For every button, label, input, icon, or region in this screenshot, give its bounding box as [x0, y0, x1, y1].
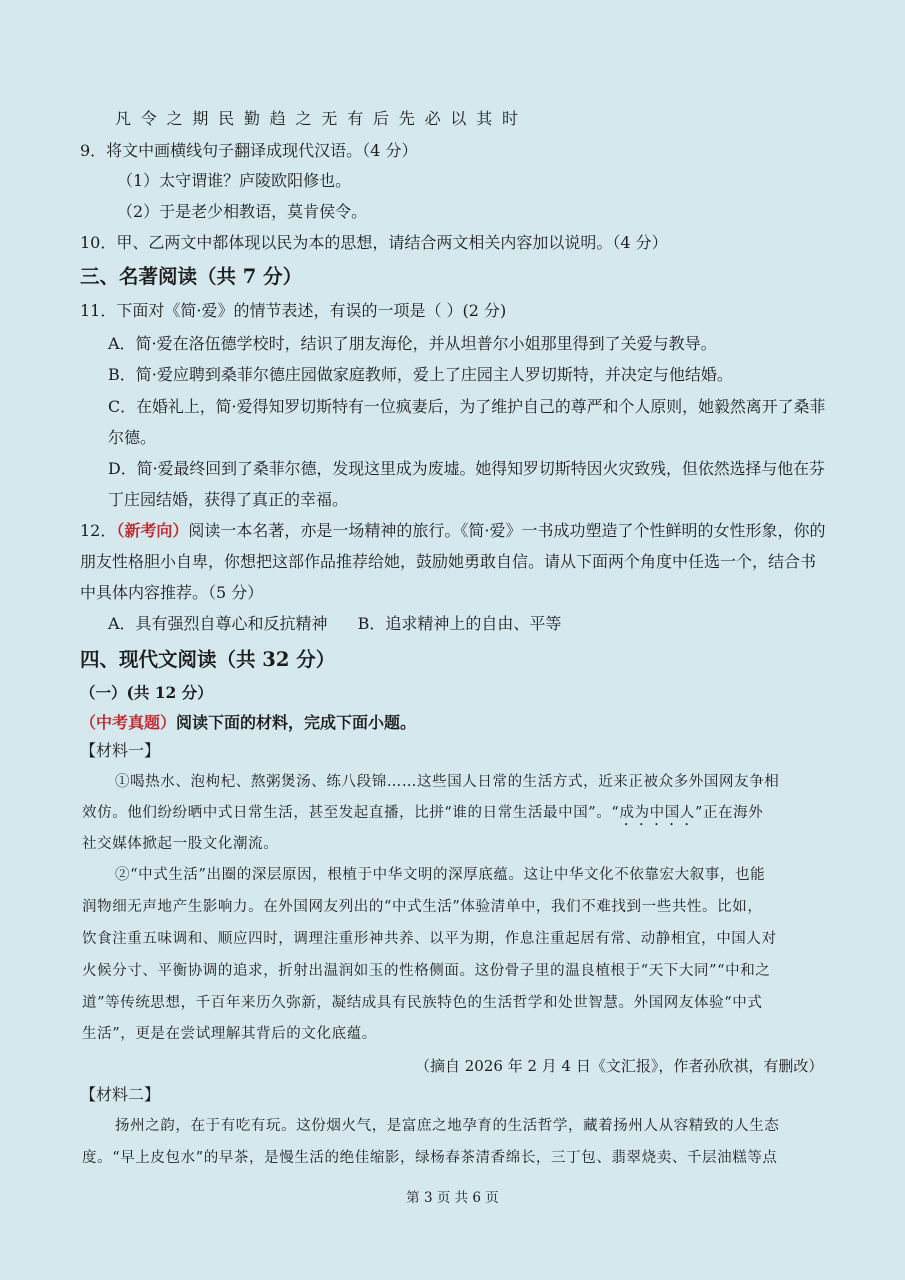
material-1-p2-line-5: 道”等传统思想，千百年来历久弥新，凝结成具有民族特色的生活哲学和处世智慧。外国网友体验“中式: [82, 995, 763, 1011]
reading-instruction: 阅读下面的材料，完成下面小题。: [176, 713, 417, 732]
material-1-p2-line-4: 火候分寸、平衡协调的追求，折射出温润如玉的性格侧面。这份骨子里的温良植根于“天下大同”“中和之: [82, 963, 771, 979]
part-1-heading: （一）(共 12 分）: [80, 683, 213, 702]
exam-source-tag: （中考真题）: [80, 713, 177, 732]
question-11-option-c-line-1: C．在婚礼上，简·爱得知罗切斯特有一位疯妻后，为了维护自己的尊严和个人原则，她毅然离开了桑菲: [108, 397, 826, 416]
question-12-line-3: 中具体内容推荐。（5 分）: [80, 583, 264, 602]
reading-intro: [80, 712, 416, 734]
page-number-footer: 第 3 页 共 6 页: [406, 1190, 499, 1206]
question-12-choices: [108, 613, 561, 635]
question-9: 9．将文中画横线句子翻译成现代汉语。（4 分）: [80, 141, 418, 160]
question-12-line-2: 朋友性格胆小自卑，你想把这部作品推荐给她，鼓励她勇敢自信。请从下面两个角度中任选一个，结合书: [80, 552, 817, 571]
question-12-text: 阅读一本名著，亦是一场精神的旅行。《简·爱》一书成功塑造了个性鲜明的女性形象，你的: [188, 521, 826, 540]
question-11-option-a: A．简·爱在洛伍德学校时，结识了朋友海伦，并从坦普尔小姐那里得到了关爱与教导。: [108, 334, 717, 353]
question-11-option-b: B．简·爱应聘到桑菲尔德庄园做家庭教师，爱上了庄园主人罗切斯特，并决定与他结婚。: [108, 365, 733, 384]
material-1-p1-line-3: 社交媒体掀起一股文化潮流。: [82, 836, 279, 852]
question-11-option-c-line-2: 尔德。: [108, 428, 157, 447]
material-2-p1-line-1: 扬州之韵，在于有吃有玩。这份烟火气，是富庶之地孕育的生活哲学，藏着扬州人从容精致的人生态: [115, 1118, 780, 1134]
question-9-item-2: （2）于是老少相教语，莫肯侯令。: [117, 202, 368, 221]
section-3-heading: 三、名著阅读（共 7 分）: [80, 265, 303, 288]
question-11-option-d-line-1: D．简·爱最终回到了桑菲尔德，发现这里成为废墟。她得知罗切斯特因火灾致残，但依然选择与他在芬: [108, 459, 825, 478]
question-11-option-d-line-2: 丁庄园结婚，获得了真正的幸福。: [108, 490, 349, 509]
material-1-p2-line-6: 生活”，更是在尝试理解其背后的文化底蕴。: [82, 1026, 377, 1042]
material-1-p1-line-2: [82, 802, 763, 829]
material-2-p1-line-2: 度。“早上皮包水”的早茶，是慢生活的绝佳缩影，绿杨春茶清香绵长，三丁包、翡翠烧卖、千层油糕等点: [82, 1150, 778, 1166]
material-1-p2-line-1: ②“中式生活”出圈的深层原因，根植于中华文明的深厚底蕴。这让中华文化不依靠宏大叙事，也能: [115, 867, 766, 883]
question-12-choice-b: B．追求精神上的自由、平等: [357, 614, 562, 633]
section-4-heading: 四、现代文阅读（共 32 分）: [80, 648, 336, 671]
material-1-p2-line-3: 饮食注重五味调和、顺应四时，调理注重形神共养、以平为期，作息注重起居有常、动静相宜，中国人对: [82, 931, 777, 947]
material-1-p1-line-1: ①喝热水、泡枸杞、熬粥煲汤、练八段锦……这些国人日常的生活方式，近来正被众多外国网友争相: [115, 774, 780, 790]
question-10: 10．甲、乙两文中都体现以民为本的思想，请结合两文相关内容加以说明。（4 分）: [80, 233, 668, 252]
emphasized-phrase: 成为中国人: [619, 805, 695, 821]
question-12-number: 12．: [80, 521, 117, 540]
material-2-title: 【材料二】: [80, 1085, 161, 1104]
material-1-source: （摘自 2026 年 2 月 4 日《文汇报》，作者孙欣祺，有删改）: [415, 1057, 824, 1075]
question-9-item-1: （1）太守谓谁？庐陵欧阳修也。: [117, 171, 352, 190]
new-direction-tag: （新考向）: [116, 521, 189, 540]
material-1-p2-line-2: 润物细无声地产生影响力。在外国网友列出的“中式生活”体验清单中，我们不难找到一些共性。比如，: [82, 899, 763, 915]
material-1-title: 【材料一】: [80, 741, 161, 760]
question-12-line-1: [80, 520, 825, 542]
material-1-p1-line-2-end: ”正在海外: [694, 805, 764, 821]
passage-last-line: 凡令之期民勤趋之无有后先必以其时: [115, 109, 528, 128]
material-1-p1-line-2-start: 效仿。他们纷纷晒中式日常生活，甚至发起直播，比拼“谁的日常生活最中国”。“: [82, 805, 620, 821]
question-11: 11．下面对《简·爱》的情节表述，有误的一项是（ ）(2 分): [80, 301, 507, 320]
question-12-choice-a: A．具有强烈自尊心和反抗精神: [108, 614, 328, 633]
